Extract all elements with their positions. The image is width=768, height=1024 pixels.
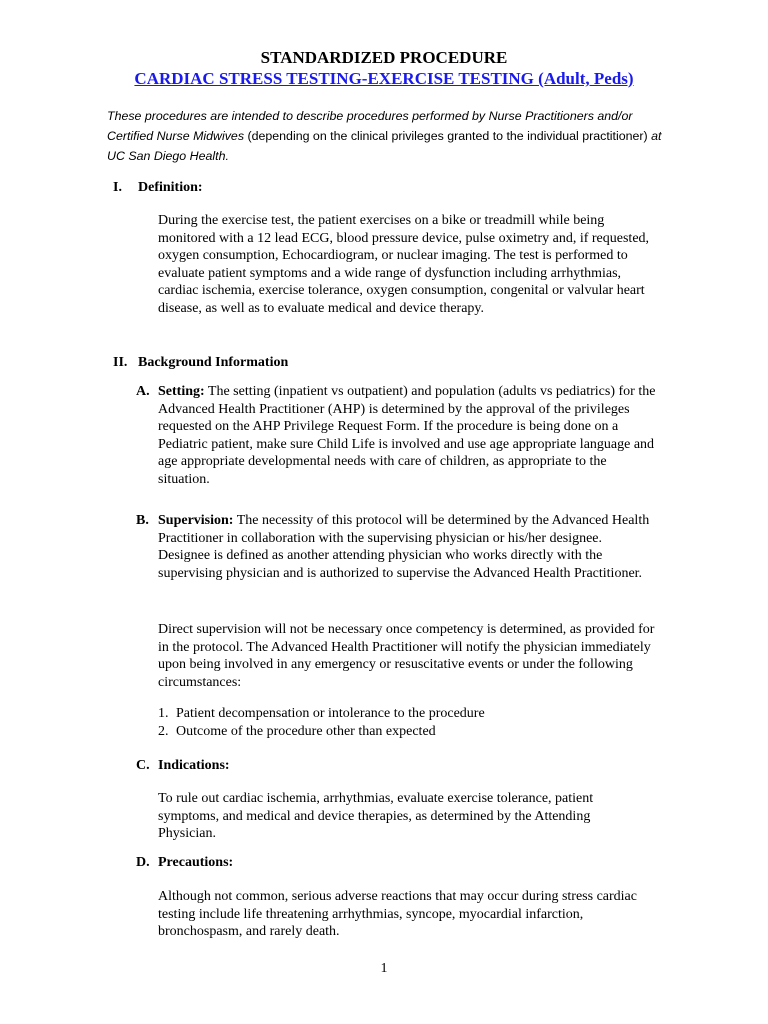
- subsection-a-letter: A.: [136, 384, 150, 399]
- subsection-b-letter: B.: [136, 513, 149, 528]
- intro-text-italic-1: These procedures are intended to describe procedures performed by Nurse Practitioners and/or Certified Nurse Midwives: [107, 109, 633, 143]
- circumstances-list-item: 1. Patient decompensation or intolerance to the procedure: [158, 706, 485, 721]
- document-subtitle-link[interactable]: CARDIAC STRESS TESTING-EXERCISE TESTING (Adult, Peds): [134, 69, 634, 88]
- page-number: 1: [380, 961, 388, 976]
- supervision-text: The necessity of this protocol will be determined by the Advanced Health Practitioner in collaboration with the supervising physician or his/her designee. Designee is defined as another attending physician who works directly with the supervising physician and is authorized to supervise the Advanced Health Practitioner.: [158, 513, 650, 581]
- circumstances-list-item: 2. Outcome of the procedure other than expected: [158, 724, 436, 739]
- section-2-title: Background Information: [138, 355, 289, 370]
- setting-text: The setting (inpatient vs outpatient) and population (adults vs pediatrics) for the Advanced Health Practitioner (AHP) is determined by the approval of the privileges requested on the AHP Privilege Request Form. If the procedure is being done on a Pediatric patient, make sure Child Life is involved and use age appropriate language and age appropriate developmental needs with care of children, as appropriate to the situation.: [158, 384, 656, 487]
- precautions-paragraph: Although not common, serious adverse reactions that may occur during stress cardiac testing include life threatening arrhythmias, syncope, myocardial infarction, bronchospasm, and rarely death.: [158, 889, 637, 939]
- section-1-heading: [113, 180, 203, 196]
- setting-label: Setting:: [158, 384, 205, 399]
- definition-paragraph: During the exercise test, the patient exercises on a bike or treadmill while being monitored with a 12 lead ECG, blood pressure device, pulse oximetry and, if requested, oxygen consumption, Echocardiogram, or nuclear imaging. The test is performed to evaluate patient symptoms and a wide range of dysfunction including arrhythmias, cardiac ischemia, exercise tolerance, oxygen consumption, congenital or valvular heart disease, as well as to evaluate medical and device therapy.: [158, 213, 650, 316]
- setting-paragraph: [158, 383, 656, 488]
- intro-text-plain: (depending on the clinical privileges granted to the individual practitioner): [244, 129, 652, 143]
- intro-text-italic-2: at UC San Diego Health.: [107, 129, 662, 163]
- supervision-label: Supervision:: [158, 513, 234, 528]
- subsection-d-heading: D. Precautions:: [136, 855, 234, 870]
- section-2-heading: [113, 355, 288, 371]
- section-1-title: Definition:: [138, 180, 203, 195]
- subsection-c-heading: C. Indications:: [136, 758, 230, 773]
- section-2-number: II.: [113, 355, 128, 370]
- supervision-paragraph: [158, 512, 656, 582]
- direct-supervision-paragraph: Direct supervision will not be necessary once competency is determined, as provided for in the protocol. The Advanced Health Practitioner will notify the physician immediately upon being involved in any emergency or resuscitative events or under the following circumstances:: [158, 622, 655, 690]
- section-1-number: I.: [113, 180, 122, 195]
- indications-paragraph: To rule out cardiac ischemia, arrhythmias, evaluate exercise tolerance, patient symptoms, and medical and device therapies, as determined by the Attending Physician.: [158, 791, 594, 841]
- document-title: STANDARDIZED PROCEDURE: [260, 48, 508, 67]
- intro-paragraph: [107, 106, 667, 166]
